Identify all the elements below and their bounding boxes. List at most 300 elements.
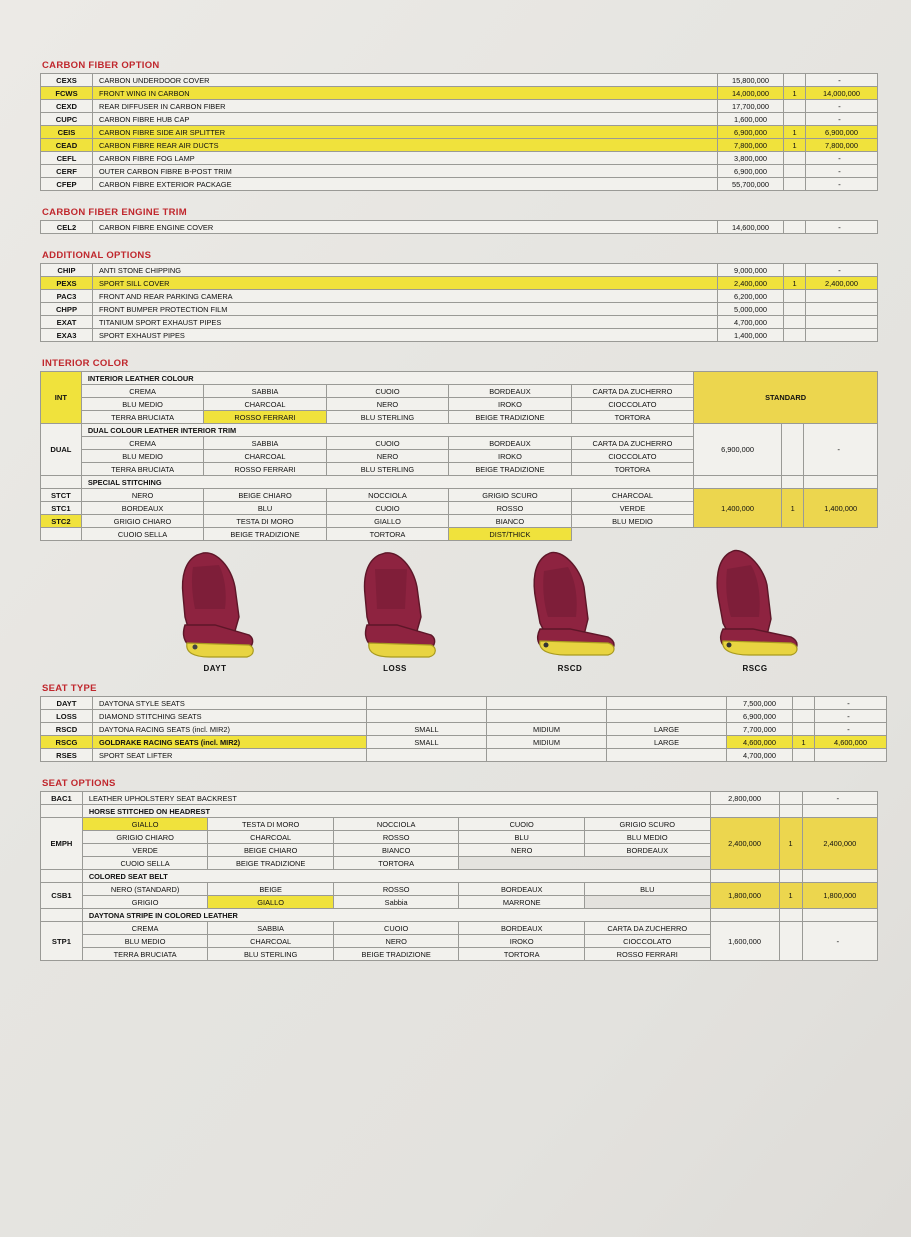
color-cell[interactable]: GRIGIO CHIARO: [81, 515, 203, 528]
option-code: CEL2: [41, 221, 93, 234]
seat-image-rscg: [680, 547, 830, 673]
option-desc: CARBON FIBRE SIDE AIR SPLITTER: [93, 126, 718, 139]
color-cell[interactable]: BLU STERLING: [326, 463, 448, 476]
seat-opt[interactable]: [607, 749, 727, 762]
seat-caption: RSCG: [742, 664, 768, 673]
table-row[interactable]: [41, 87, 878, 100]
option-code: CEXS: [41, 74, 93, 87]
group-code-emph: EMPH: [41, 818, 83, 870]
group-code-spacer: [41, 528, 82, 541]
color-cell[interactable]: BLU STERLING: [208, 948, 334, 961]
seat-caption: LOSS: [383, 664, 407, 673]
option-code: CHIP: [41, 264, 93, 277]
table-additional-options: [40, 263, 878, 342]
total-spacer: [802, 870, 877, 883]
seat-illustrations: [40, 547, 878, 679]
color-cell[interactable]: TORTORA: [459, 948, 585, 961]
color-cell[interactable]: BEIGE TRADIZIONE: [204, 528, 326, 541]
color-cell[interactable]: GRIGIO SCURO: [449, 489, 571, 502]
option-desc: FRONT BUMPER PROTECTION FILM: [93, 303, 718, 316]
option-total: [806, 316, 878, 329]
color-cell[interactable]: BLU MEDIO: [81, 450, 203, 463]
section-carbon-fiber-engine-trim: [40, 207, 878, 234]
price-spacer: [710, 805, 779, 818]
group-total-stp1: -: [802, 922, 877, 961]
color-cell[interactable]: CHARCOAL: [208, 831, 334, 844]
option-price: 1,600,000: [718, 113, 784, 126]
color-cell[interactable]: BORDEAUX: [449, 437, 571, 450]
color-cell[interactable]: GRIGIO CHIARO: [82, 831, 208, 844]
table-row[interactable]: [41, 264, 878, 277]
color-cell-selected[interactable]: GIALLO: [82, 818, 208, 831]
option-code: BAC1: [41, 792, 83, 805]
option-desc: REAR DIFFUSER IN CARBON FIBER: [93, 100, 718, 113]
option-code: CERF: [41, 165, 93, 178]
color-cell[interactable]: ROSSO: [449, 502, 571, 515]
option-price: 55,700,000: [718, 178, 784, 191]
color-cell[interactable]: BLU: [204, 502, 326, 515]
color-cell[interactable]: CREMA: [81, 385, 203, 398]
table-row[interactable]: [41, 74, 878, 87]
color-cell[interactable]: CIOCCOLATO: [571, 450, 694, 463]
table-row[interactable]: [41, 316, 878, 329]
empty-cell: [584, 857, 710, 870]
seat-opt[interactable]: MIDIUM: [487, 736, 607, 749]
option-qty: [784, 329, 806, 342]
option-desc: CARBON FIBRE EXTERIOR PACKAGE: [93, 178, 718, 191]
color-cell[interactable]: BEIGE: [208, 883, 334, 896]
color-cell[interactable]: NERO: [333, 935, 459, 948]
color-cell[interactable]: TESTA DI MORO: [204, 515, 326, 528]
color-cell[interactable]: BLU MEDIO: [571, 515, 694, 528]
color-cell[interactable]: BORDEAUX: [459, 883, 585, 896]
table-seat-type: [40, 696, 887, 762]
section-title-additional-options: ADDITIONAL OPTIONS: [42, 250, 152, 261]
group-code-spacer: [41, 805, 83, 818]
table-row[interactable]: [41, 221, 878, 234]
color-cell[interactable]: BEIGE CHIARO: [208, 844, 334, 857]
option-total: 2,400,000: [806, 277, 878, 290]
table-row[interactable]: [41, 152, 878, 165]
option-price: 2,400,000: [718, 277, 784, 290]
option-price: 1,400,000: [718, 329, 784, 342]
table-row[interactable]: [41, 710, 887, 723]
seat-qty: [793, 749, 815, 762]
option-code: EXA3: [41, 329, 93, 342]
option-price: 2,800,000: [710, 792, 779, 805]
color-cell[interactable]: TORTORA: [333, 857, 459, 870]
color-cell[interactable]: NERO (STANDARD): [82, 883, 208, 896]
options-sheet: [40, 60, 878, 963]
section-interior-color: [40, 358, 878, 541]
option-qty: [784, 290, 806, 303]
color-cell[interactable]: CIOCCOLATO: [571, 398, 694, 411]
option-qty: [779, 792, 802, 805]
color-cell[interactable]: IROKO: [449, 450, 571, 463]
color-cell[interactable]: CARTA DA ZUCHERRO: [584, 922, 710, 935]
color-cell-selected[interactable]: DIST/THICK: [449, 528, 571, 541]
table-row[interactable]: [41, 922, 878, 935]
price-spacer: [710, 870, 779, 883]
color-cell[interactable]: CUOIO SELLA: [81, 528, 203, 541]
color-cell[interactable]: NERO: [326, 450, 448, 463]
seat-icon-loss: [335, 547, 455, 662]
group-code-dual: DUAL: [41, 424, 82, 476]
group-price-csb1: 1,800,000: [710, 883, 779, 909]
seat-opt[interactable]: [487, 749, 607, 762]
group-price-int: STANDARD: [694, 372, 878, 424]
section-title-interior-color: INTERIOR COLOR: [42, 358, 129, 369]
table-row[interactable]: [41, 329, 878, 342]
total-spacer: [802, 909, 877, 922]
empty-cell: [584, 896, 710, 909]
group-price-emph: 2,400,000: [710, 818, 779, 870]
color-cell[interactable]: CUOIO SELLA: [82, 857, 208, 870]
color-cell[interactable]: TERRA BRUCIATA: [81, 411, 203, 424]
empty-cell: [804, 528, 878, 541]
color-cell-selected[interactable]: ROSSO FERRARI: [204, 411, 326, 424]
table-row[interactable]: [41, 424, 878, 437]
qty-spacer: [779, 909, 802, 922]
seat-code: LOSS: [41, 710, 93, 723]
option-qty: [784, 100, 806, 113]
option-qty: [784, 113, 806, 126]
option-price: 9,000,000: [718, 264, 784, 277]
color-cell[interactable]: CREMA: [82, 922, 208, 935]
option-qty: 1: [784, 126, 806, 139]
color-cell[interactable]: TERRA BRUCIATA: [82, 948, 208, 961]
color-cell[interactable]: TORTORA: [571, 463, 694, 476]
section-seat-options: [40, 778, 878, 961]
section-seat-type: [40, 683, 878, 762]
option-qty: [784, 178, 806, 191]
color-cell[interactable]: TESTA DI MORO: [208, 818, 334, 831]
color-cell[interactable]: CARTA DA ZUCHERRO: [571, 385, 694, 398]
section-carbon-fiber-option: [40, 60, 878, 191]
option-desc: FRONT WING IN CARBON: [93, 87, 718, 100]
color-cell[interactable]: BLU: [584, 883, 710, 896]
option-qty: 1: [784, 139, 806, 152]
option-code: CHPP: [41, 303, 93, 316]
seat-icon-rscg: [695, 547, 815, 662]
option-desc: CARBON FIBRE FOG LAMP: [93, 152, 718, 165]
section-additional-options: [40, 250, 878, 342]
color-cell[interactable]: NOCCIOLA: [333, 818, 459, 831]
color-cell[interactable]: CARTA DA ZUCHERRO: [571, 437, 694, 450]
color-cell-selected[interactable]: GIALLO: [208, 896, 334, 909]
color-cell[interactable]: GRIGIO: [82, 896, 208, 909]
table-row[interactable]: [41, 697, 887, 710]
spacer: [40, 236, 878, 250]
color-cell[interactable]: BEIGE TRADIZIONE: [449, 463, 571, 476]
color-cell[interactable]: CUOIO: [326, 437, 448, 450]
option-total: [806, 329, 878, 342]
color-cell[interactable]: BLU: [459, 831, 585, 844]
option-price: 3,800,000: [718, 152, 784, 165]
seat-price: 7,700,000: [727, 723, 793, 736]
option-code: FCWS: [41, 87, 93, 100]
option-qty: [784, 221, 806, 234]
group-code-int: INT: [41, 372, 82, 424]
seat-opt[interactable]: MIDIUM: [487, 723, 607, 736]
seat-opt[interactable]: [607, 710, 727, 723]
qty-spacer: [779, 870, 802, 883]
group-header: INTERIOR LEATHER COLOUR: [81, 372, 693, 385]
table-row[interactable]: [41, 818, 878, 831]
option-qty: [784, 316, 806, 329]
table-row[interactable]: [41, 736, 887, 749]
color-cell[interactable]: BORDEAUX: [81, 502, 203, 515]
seat-total: [815, 749, 887, 762]
group-total-stitching: 1,400,000: [804, 489, 878, 528]
color-cell[interactable]: CHARCOAL: [204, 450, 326, 463]
seat-opt[interactable]: LARGE: [607, 723, 727, 736]
option-qty: 1: [784, 87, 806, 100]
spacer: [40, 764, 878, 778]
option-desc: SPORT SILL COVER: [93, 277, 718, 290]
qty-spacer: [779, 805, 802, 818]
seat-qty: [793, 697, 815, 710]
option-desc: ANTI STONE CHIPPING: [93, 264, 718, 277]
spacer: [40, 344, 878, 358]
option-price: 14,600,000: [718, 221, 784, 234]
table-row[interactable]: [41, 303, 878, 316]
seat-opt[interactable]: [367, 749, 487, 762]
option-price: 4,700,000: [718, 316, 784, 329]
group-header: SPECIAL STITCHING: [81, 476, 693, 489]
color-cell[interactable]: ROSSO: [333, 831, 459, 844]
seat-opt[interactable]: [487, 697, 607, 710]
option-desc: FRONT AND REAR PARKING CAMERA: [93, 290, 718, 303]
seat-opt[interactable]: [487, 710, 607, 723]
seat-opt[interactable]: SMALL: [367, 736, 487, 749]
color-cell[interactable]: IROKO: [449, 398, 571, 411]
table-row[interactable]: [41, 165, 878, 178]
option-total: -: [806, 178, 878, 191]
color-cell[interactable]: BEIGE TRADIZIONE: [449, 411, 571, 424]
color-cell[interactable]: NERO: [459, 844, 585, 857]
group-total-csb1: 1,800,000: [802, 883, 877, 909]
color-cell[interactable]: BLU STERLING: [326, 411, 448, 424]
color-cell[interactable]: TERRA BRUCIATA: [81, 463, 203, 476]
price-spacer: [710, 909, 779, 922]
color-cell[interactable]: NOCCIOLA: [326, 489, 448, 502]
table-row[interactable]: [41, 126, 878, 139]
option-total: -: [806, 100, 878, 113]
empty-cell: [459, 857, 585, 870]
table-row[interactable]: [41, 749, 887, 762]
option-desc: CARBON UNDERDOOR COVER: [93, 74, 718, 87]
color-cell[interactable]: BORDEAUX: [584, 844, 710, 857]
color-cell[interactable]: CUOIO: [459, 818, 585, 831]
table-interior-color: [40, 371, 878, 541]
option-qty: [784, 152, 806, 165]
table-carbon-fiber-option: [40, 73, 878, 191]
option-code: CEAD: [41, 139, 93, 152]
seat-icon-dayt: [155, 547, 275, 662]
color-cell[interactable]: NERO: [81, 489, 203, 502]
section-title-seat-options: SEAT OPTIONS: [42, 778, 116, 789]
color-cell[interactable]: BORDEAUX: [459, 922, 585, 935]
option-total: -: [806, 113, 878, 126]
option-desc: LEATHER UPHOLSTERY SEAT BACKREST: [82, 792, 710, 805]
seat-desc: GOLDRAKE RACING SEATS (incl. MIR2): [93, 736, 367, 749]
table-row[interactable]: [41, 290, 878, 303]
table-row[interactable]: [41, 909, 878, 922]
table-row[interactable]: [41, 113, 878, 126]
seat-qty: [793, 723, 815, 736]
color-cell[interactable]: MARRONE: [459, 896, 585, 909]
seat-qty: [793, 710, 815, 723]
option-qty: 1: [784, 277, 806, 290]
group-qty-stitching: 1: [781, 489, 803, 528]
option-desc: OUTER CARBON FIBRE B-POST TRIM: [93, 165, 718, 178]
color-cell[interactable]: VERDE: [82, 844, 208, 857]
color-cell[interactable]: GRIGIO SCURO: [584, 818, 710, 831]
option-price: 6,900,000: [718, 126, 784, 139]
color-cell[interactable]: VERDE: [571, 502, 694, 515]
seat-desc: DAYTONA STYLE SEATS: [93, 697, 367, 710]
color-cell[interactable]: BLU MEDIO: [584, 831, 710, 844]
table-row[interactable]: [41, 870, 878, 883]
option-total: -: [806, 165, 878, 178]
color-cell[interactable]: BEIGE CHIARO: [204, 489, 326, 502]
seat-code: RSCD: [41, 723, 93, 736]
group-code-stct: STCT: [41, 489, 82, 502]
group-header: COLORED SEAT BELT: [82, 870, 710, 883]
color-cell[interactable]: CHARCOAL: [208, 935, 334, 948]
option-code: EXAT: [41, 316, 93, 329]
color-cell[interactable]: BEIGE TRADIZIONE: [333, 948, 459, 961]
color-cell[interactable]: BIANCO: [449, 515, 571, 528]
color-cell[interactable]: ROSSO: [333, 883, 459, 896]
price-spacer: [694, 476, 782, 489]
option-code: PAC3: [41, 290, 93, 303]
group-header: DUAL COLOUR LEATHER INTERIOR TRIM: [81, 424, 693, 437]
table-row[interactable]: [41, 139, 878, 152]
group-qty-stp1: [779, 922, 802, 961]
seat-total: 4,600,000: [815, 736, 887, 749]
color-cell[interactable]: Sabbia: [333, 896, 459, 909]
color-cell[interactable]: BLU MEDIO: [82, 935, 208, 948]
table-row[interactable]: [41, 883, 878, 896]
qty-spacer: [781, 476, 803, 489]
seat-price: 4,600,000: [727, 736, 793, 749]
table-row[interactable]: [41, 372, 878, 385]
option-total: [806, 290, 878, 303]
option-code: CEXD: [41, 100, 93, 113]
empty-cell: [571, 528, 694, 541]
option-desc: CARBON FIBRE ENGINE COVER: [93, 221, 718, 234]
color-cell[interactable]: ROSSO FERRARI: [204, 463, 326, 476]
seat-opt[interactable]: [607, 697, 727, 710]
table-row[interactable]: [41, 100, 878, 113]
seat-opt[interactable]: [367, 710, 487, 723]
seat-caption: DAYT: [203, 664, 227, 673]
table-row[interactable]: [41, 178, 878, 191]
option-total: -: [806, 264, 878, 277]
empty-cell: [781, 528, 803, 541]
color-cell[interactable]: CHARCOAL: [204, 398, 326, 411]
group-price-stp1: 1,600,000: [710, 922, 779, 961]
color-cell[interactable]: GIALLO: [326, 515, 448, 528]
option-total: -: [802, 792, 877, 805]
color-cell[interactable]: BORDEAUX: [449, 385, 571, 398]
color-cell[interactable]: CHARCOAL: [571, 489, 694, 502]
color-cell[interactable]: TORTORA: [571, 411, 694, 424]
seat-desc: SPORT SEAT LIFTER: [93, 749, 367, 762]
color-cell[interactable]: CUOIO: [333, 922, 459, 935]
seat-opt[interactable]: [367, 697, 487, 710]
color-cell[interactable]: IROKO: [459, 935, 585, 948]
color-cell[interactable]: CUOIO: [326, 502, 448, 515]
option-price: 15,800,000: [718, 74, 784, 87]
seat-total: -: [815, 697, 887, 710]
group-qty-csb1: 1: [779, 883, 802, 909]
option-total: 6,900,000: [806, 126, 878, 139]
option-qty: [784, 165, 806, 178]
color-cell[interactable]: BEIGE TRADIZIONE: [208, 857, 334, 870]
color-cell[interactable]: CUOIO: [326, 385, 448, 398]
option-code: CEFL: [41, 152, 93, 165]
group-total-dual: -: [804, 424, 878, 476]
group-qty-emph: 1: [779, 818, 802, 870]
table-row[interactable]: [41, 476, 878, 489]
option-desc: SPORT EXHAUST PIPES: [93, 329, 718, 342]
group-header: HORSE STITCHED ON HEADREST: [82, 805, 710, 818]
color-cell[interactable]: SABBIA: [204, 385, 326, 398]
color-cell[interactable]: CREMA: [81, 437, 203, 450]
table-row[interactable]: [41, 528, 878, 541]
group-code-csb1: CSB1: [41, 883, 83, 909]
color-cell[interactable]: BIANCO: [333, 844, 459, 857]
option-desc: TITANIUM SPORT EXHAUST PIPES: [93, 316, 718, 329]
color-cell[interactable]: SABBIA: [208, 922, 334, 935]
table-row[interactable]: [41, 805, 878, 818]
color-cell[interactable]: TORTORA: [326, 528, 448, 541]
color-cell[interactable]: CIOCCOLATO: [584, 935, 710, 948]
option-desc: CARBON FIBRE HUB CAP: [93, 113, 718, 126]
seat-price: 7,500,000: [727, 697, 793, 710]
option-code: PEXS: [41, 277, 93, 290]
seat-code: RSES: [41, 749, 93, 762]
seat-opt[interactable]: LARGE: [607, 736, 727, 749]
option-qty: [784, 74, 806, 87]
color-cell[interactable]: NERO: [326, 398, 448, 411]
seat-image-dayt: [140, 547, 290, 673]
color-cell[interactable]: BLU MEDIO: [81, 398, 203, 411]
seat-icon-rscd: [510, 547, 630, 662]
table-row[interactable]: [41, 792, 878, 805]
table-row[interactable]: [41, 489, 878, 502]
empty-cell: [694, 528, 782, 541]
option-price: 17,700,000: [718, 100, 784, 113]
group-total-emph: 2,400,000: [802, 818, 877, 870]
color-cell[interactable]: ROSSO FERRARI: [584, 948, 710, 961]
seat-opt[interactable]: SMALL: [367, 723, 487, 736]
total-spacer: [804, 476, 878, 489]
option-qty: [784, 264, 806, 277]
table-carbon-fiber-engine-trim: [40, 220, 878, 234]
group-code-spacer: [41, 870, 83, 883]
option-code: CEIS: [41, 126, 93, 139]
seat-desc: DAYTONA RACING SEATS (incl. MIR2): [93, 723, 367, 736]
option-price: 6,900,000: [718, 165, 784, 178]
seat-total: -: [815, 710, 887, 723]
color-cell[interactable]: SABBIA: [204, 437, 326, 450]
table-row[interactable]: [41, 277, 878, 290]
table-row[interactable]: [41, 723, 887, 736]
